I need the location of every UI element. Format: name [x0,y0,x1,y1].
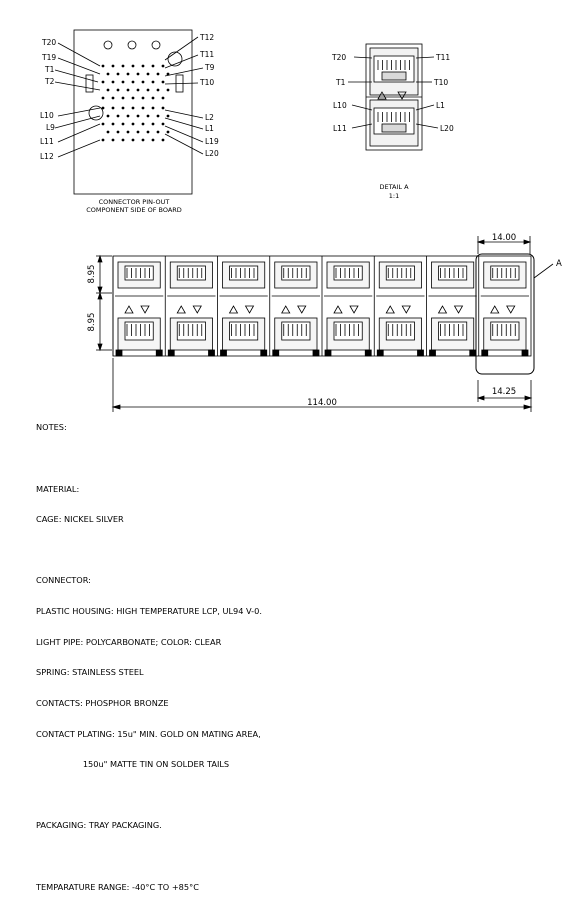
pin-hole [152,97,155,100]
pin-hole [122,97,125,100]
pin-hole [162,81,165,84]
pin-label-right: L20 [205,149,219,158]
pin-hole [112,139,115,142]
board-lock-slot [86,75,93,92]
note-light-pipe: LIGHT PIPE: POLYCARBONATE; COLOR: CLEAR [36,636,222,647]
front-view [96,236,553,412]
pin-hole [122,139,125,142]
led-up-arrow [230,306,238,313]
pin-hole [107,89,110,92]
pin-hole [132,97,135,100]
pin-leader [55,116,100,128]
pin-hole [117,89,120,92]
pin-hole [152,65,155,68]
lower-jack-opening [230,322,258,340]
dim-bottom-row: 8.95 [87,312,97,332]
detail-pin-label: T10 [434,78,449,87]
upper-jack-opening [282,266,310,280]
pin-label-right: L19 [205,137,219,146]
pin-hole [112,81,115,84]
detail-pin-label: L11 [333,124,347,133]
detail-scale: 1:1 [388,192,400,200]
pin-label-right: T9 [205,63,215,72]
board-peg [273,350,279,356]
pin-leader [165,110,203,118]
note-contacts: CONTACTS: PHOSPHOR BRONZE [36,697,169,708]
detail-callout-letter: A [556,259,562,269]
pin-hole [132,65,135,68]
pin-hole [147,89,150,92]
led-up-arrow [282,306,290,313]
pin-label-right: T12 [200,33,215,42]
led-up-arrow [125,306,133,313]
lower-jack-opening [386,322,414,340]
pin-hole [137,115,140,118]
upper-jack-opening [230,266,258,280]
note-cage: CAGE: NICKEL SILVER [36,514,124,525]
pin-hole [152,81,155,84]
pin-hole [117,115,120,118]
detail-pin-label: L10 [333,101,347,110]
pin-hole [117,131,120,134]
pin-label-left: L9 [46,123,55,132]
pin-hole [102,123,105,126]
pin-label-left: T20 [42,38,57,47]
upper-jack-opening [386,266,414,280]
pin-leader [165,118,203,129]
pin-hole [162,123,165,126]
pin-label-right: T11 [200,50,215,59]
board-peg [430,350,436,356]
pin-leader [165,68,203,76]
detail-pin-label: T11 [436,53,451,62]
board-peg [168,350,174,356]
pin-hole [102,97,105,100]
pin-hole [162,139,165,142]
upper-jack-opening [491,266,519,280]
pin-hole [102,81,105,84]
upper-jack-opening [439,266,467,280]
pin-label-right: L2 [205,113,214,122]
pin-hole [102,107,105,110]
board-peg [470,350,476,356]
led-down-arrow [507,306,515,313]
pin-leader [165,134,203,154]
alignment-hole [89,106,103,120]
led-down-arrow [141,306,149,313]
pin-hole [162,97,165,100]
pin-hole [142,97,145,100]
pin-leader [58,124,100,142]
pin-hole [152,107,155,110]
lower-jack-opening [439,322,467,340]
pin-hole [137,131,140,134]
pin-label-left: L10 [40,111,54,120]
pin-hole [147,131,150,134]
pin-label-left: T19 [42,53,57,62]
pin-hole [147,73,150,76]
board-peg [522,350,528,356]
pin-hole [112,65,115,68]
pin-hole [107,115,110,118]
board-peg [209,350,215,356]
pin-hole [132,81,135,84]
pin-hole [127,73,130,76]
upper-jack-opening [125,266,153,280]
pin-hole [102,139,105,142]
pin-hole [117,73,120,76]
port-columns [113,256,529,356]
pin-hole [147,115,150,118]
lower-jack-opening [125,322,153,340]
pin-leader [55,70,98,82]
mount-hole [152,41,160,49]
pin-hole [122,81,125,84]
note-plating-1: CONTACT PLATING: 15u" MIN. GOLD ON MATING AREA, [36,728,261,739]
detail-pin-label: L20 [440,124,454,133]
dim-port-pitch: 14.25 [491,387,517,397]
pin-hole [122,123,125,126]
mount-hole [128,41,136,49]
note-plating-2: 150u" MATTE TIN ON SOLDER TAILS [36,759,230,770]
pin-leader [58,43,100,66]
dim-port-width: 14.00 [491,233,517,243]
led-down-arrow [455,306,463,313]
pin-hole [107,131,110,134]
detail-a-drawing [348,44,438,150]
pin-hole [162,65,165,68]
pin-hole [122,107,125,110]
notes-heading: NOTES: [36,422,67,433]
board-peg [261,350,267,356]
pin-hole [132,107,135,110]
lower-jack-opening [177,322,205,340]
connector-heading: CONNECTOR: [36,575,91,586]
pin-label-left: L11 [40,137,54,146]
pin-hole [152,123,155,126]
pin-hole [157,73,160,76]
pin-hole [132,139,135,142]
pin-hole [167,89,170,92]
board-peg [116,350,122,356]
pin-hole [157,131,160,134]
led-down-arrow [402,306,410,313]
pin-hole [157,89,160,92]
pin-leader [58,108,100,116]
pin-leader [165,126,203,142]
pin-hole [152,139,155,142]
pinout-diagram [55,30,203,194]
led-down-arrow [193,306,201,313]
pinout-caption: CONNECTOR PIN-OUT [98,198,170,206]
pin-hole [167,131,170,134]
pin-hole [132,123,135,126]
upper-jack-opening [177,266,205,280]
led-down-arrow [246,306,254,313]
board-peg [325,350,331,356]
pin-hole [142,81,145,84]
pin-hole [167,115,170,118]
board-peg [221,350,227,356]
board-peg [313,350,319,356]
pin-leader [165,83,198,84]
detail-latch [382,124,406,132]
pin-label-right: T10 [200,78,215,87]
pin-hole [137,89,140,92]
board-peg [377,350,383,356]
pin-hole [112,107,115,110]
led-up-arrow [491,306,499,313]
pin-hole [107,73,110,76]
detail-pin-label: T1 [336,78,346,87]
board-peg [156,350,162,356]
pin-hole [127,131,130,134]
pin-hole [162,107,165,110]
note-housing: PLASTIC HOUSING: HIGH TEMPERATURE LCP, UL94 V-0. [36,606,262,617]
pin-label-left: T2 [45,77,55,86]
pinout-caption: COMPONENT SIDE OF BOARD [86,206,182,214]
pin-hole [142,139,145,142]
led-up-arrow [386,306,394,313]
led-up-arrow [439,306,447,313]
pin-leader [58,140,100,157]
led-down-arrow [298,306,306,313]
material-heading: MATERIAL: [36,483,80,494]
pin-hole [127,115,130,118]
pin-label-left: L12 [40,152,54,161]
pin-hole [137,73,140,76]
detail-pin-label: L1 [436,101,445,110]
detail-title: DETAIL A [379,183,409,191]
led-up-arrow [334,306,342,313]
pin-label-left: T1 [45,65,55,74]
lower-jack-opening [334,322,362,340]
lower-jack-opening [282,322,310,340]
board-peg [418,350,424,356]
pin-hole [102,65,105,68]
pin-label-right: L1 [205,124,214,133]
dim-top-row: 8.95 [87,264,97,284]
dim-total-width: 114.00 [307,398,337,408]
pin-hole [142,107,145,110]
detail-pin-label: T20 [332,53,347,62]
detail-latch [382,72,406,80]
pin-hole [112,123,115,126]
note-temperature: TEMPARATURE RANGE: -40°C TO +85°C [36,881,199,892]
pin-holes [102,65,170,142]
pin-leader [58,58,100,74]
lower-jack-opening [491,322,519,340]
pin-hole [122,65,125,68]
pin-hole [127,89,130,92]
led-down-arrow [350,306,358,313]
notes-block [36,402,262,902]
note-packaging: PACKAGING: TRAY PACKAGING. [36,820,162,831]
board-peg [365,350,371,356]
note-spring: SPRING: STAINLESS STEEL [36,667,144,678]
led-up-arrow [177,306,185,313]
pin-hole [142,65,145,68]
mount-hole [104,41,112,49]
pin-hole [142,123,145,126]
pin-hole [157,115,160,118]
board-peg [482,350,488,356]
pin-hole [112,97,115,100]
upper-jack-opening [334,266,362,280]
